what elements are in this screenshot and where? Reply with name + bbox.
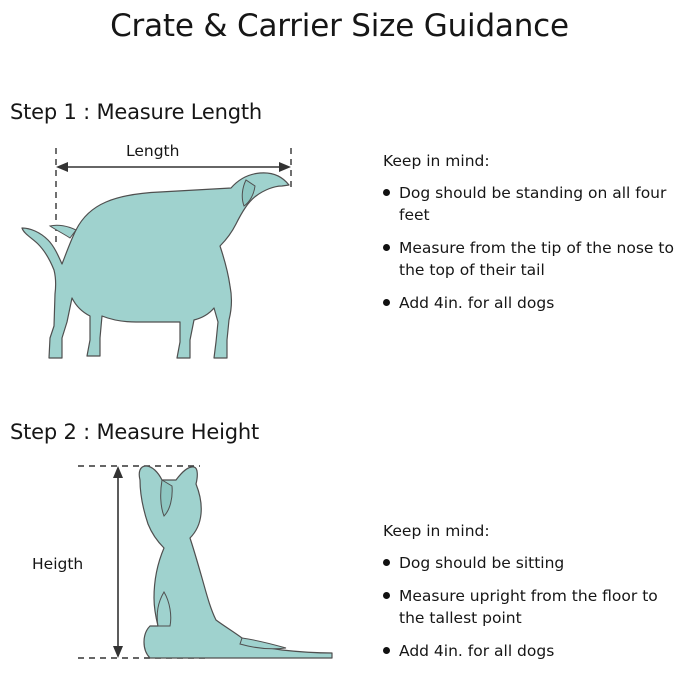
note-text: Measure from the tip of the nose to the top of their tail bbox=[399, 239, 674, 279]
note-text: Add 4in. for all dogs bbox=[399, 642, 555, 660]
bullet-icon bbox=[383, 244, 390, 251]
step-1-heading: Step 1 : Measure Length bbox=[10, 100, 263, 124]
note-item bbox=[383, 292, 679, 314]
bullet-icon bbox=[383, 647, 390, 654]
page-title: Crate & Carrier Size Guidance bbox=[110, 8, 569, 44]
step-1-figure bbox=[10, 130, 360, 380]
length-arrow-left-head bbox=[56, 162, 68, 172]
note-item bbox=[383, 585, 679, 629]
note-text: Dog should be sitting bbox=[399, 554, 565, 572]
step-2-heading: Step 2 : Measure Height bbox=[10, 420, 260, 444]
note-text: Dog should be standing on all four feet bbox=[399, 184, 667, 224]
height-measure-label: Heigth bbox=[28, 555, 87, 573]
note-item bbox=[383, 640, 679, 662]
length-arrow-right-head bbox=[279, 162, 291, 172]
step-1-notes-title: Keep in mind: bbox=[383, 152, 490, 170]
step-2-figure bbox=[10, 450, 360, 675]
note-text: Add 4in. for all dogs bbox=[399, 294, 555, 312]
bullet-icon bbox=[383, 299, 390, 306]
note-text: Measure upright from the floor to the tallest point bbox=[399, 587, 658, 627]
step-2-notes-title: Keep in mind: bbox=[383, 522, 490, 540]
note-item bbox=[383, 552, 679, 574]
height-arrow-bottom-head bbox=[113, 646, 123, 658]
dog-tail-icon bbox=[50, 225, 76, 238]
height-arrow-top-head bbox=[113, 466, 123, 478]
length-measure-label: Length bbox=[122, 142, 183, 160]
note-item bbox=[383, 237, 679, 281]
note-item bbox=[383, 182, 679, 226]
standing-dog-diagram bbox=[10, 130, 360, 380]
step-1-notes bbox=[383, 150, 679, 325]
step-2-notes bbox=[383, 520, 679, 673]
bullet-icon bbox=[383, 189, 390, 196]
bullet-icon bbox=[383, 592, 390, 599]
bullet-icon bbox=[383, 559, 390, 566]
